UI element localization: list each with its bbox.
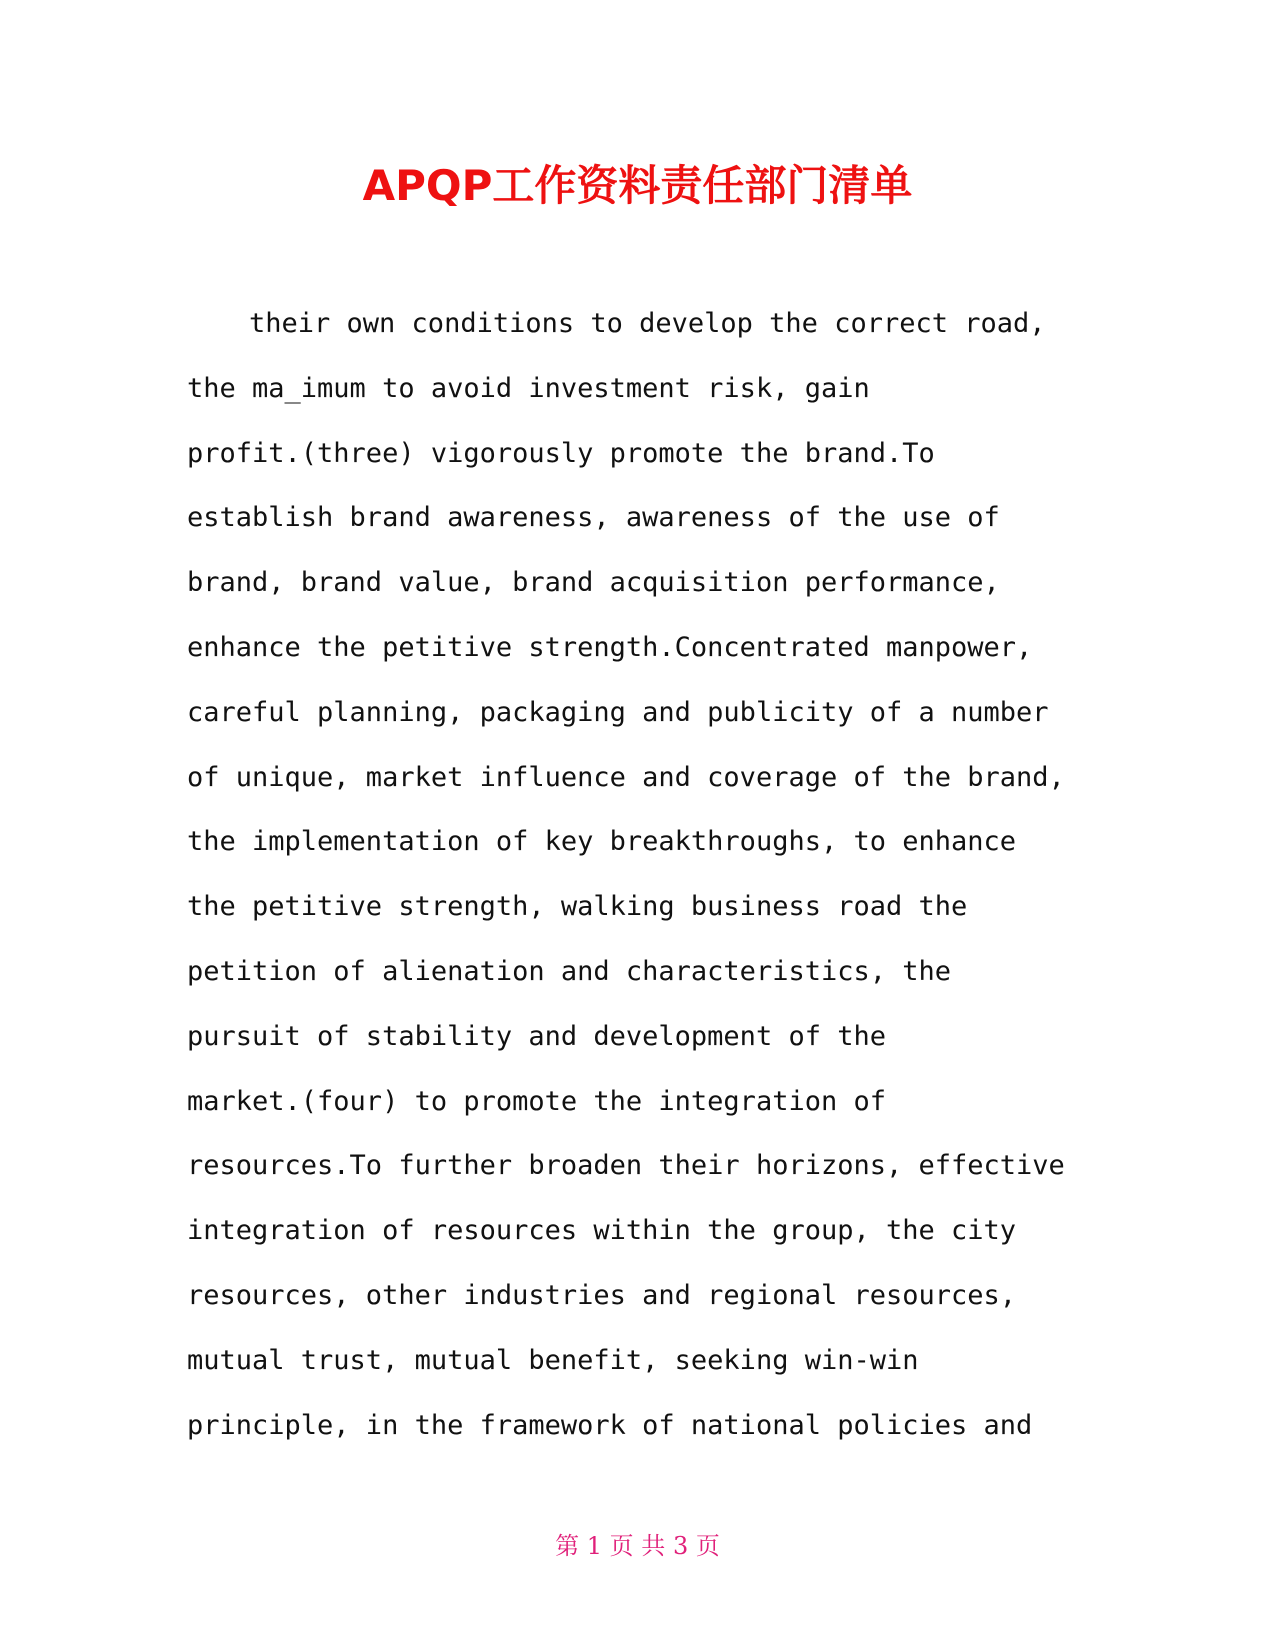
- body-line: of unique, market influence and coverage of the brand,: [187, 761, 1065, 793]
- body-line: market.(four) to promote the integration of: [187, 1085, 886, 1117]
- page-number-footer: 第 1 页 共 3 页: [555, 1532, 720, 1560]
- body-line: enhance the petitive strength.Concentrated manpower,: [187, 631, 1033, 663]
- body-line: integration of resources within the group, the city: [187, 1215, 1017, 1247]
- body-line: careful planning, packaging and publicity of a number: [187, 696, 1049, 728]
- body-line: resources.To further broaden their horizons, effective: [187, 1150, 1065, 1182]
- document-body: [187, 292, 1087, 1458]
- body-line: mutual trust, mutual benefit, seeking win-win: [187, 1344, 919, 1376]
- document-title: APQP工作资料责任部门清单: [362, 161, 913, 210]
- body-line: pursuit of stability and development of the: [187, 1020, 886, 1052]
- body-line: the ma_imum to avoid investment risk, gain: [187, 372, 870, 404]
- body-line: their own conditions to develop the correct road,: [249, 308, 1046, 339]
- body-line: profit.(three) vigorously promote the brand.To: [187, 437, 935, 469]
- body-line: establish brand awareness, awareness of the use of: [187, 502, 1000, 534]
- body-line: resources, other industries and regional resources,: [187, 1279, 1017, 1311]
- body-line: the petitive strength, walking business road the: [187, 891, 968, 923]
- body-line: petition of alienation and characteristics, the: [187, 955, 952, 987]
- body-line: brand, brand value, brand acquisition performance,: [187, 567, 1000, 599]
- body-line: principle, in the framework of national policies and: [187, 1409, 1033, 1441]
- body-line: the implementation of key breakthroughs, to enhance: [187, 826, 1017, 858]
